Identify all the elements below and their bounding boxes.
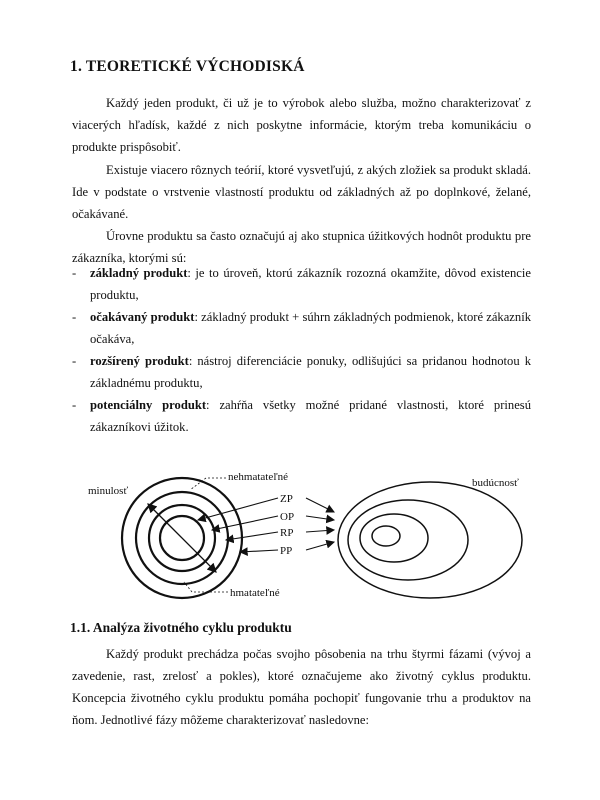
list-item [72,394,531,438]
arrow-to-right-zp [306,498,334,512]
section-title: 1. TEORETICKÉ VÝCHODISKÁ [70,58,305,75]
list-item [72,262,531,306]
arrow-rp [226,532,278,540]
label-op: OP [280,511,295,523]
arrow-op [212,516,278,530]
arrow-to-right-op [306,516,334,520]
list-dash: - [72,310,77,324]
list-item-term: základný produkt [90,266,188,280]
label-tangible: hmatateľné [230,587,280,599]
ellipse-rp [348,500,468,580]
label-intangible: nehmatateľné [228,471,289,483]
arrow-to-right-pp [306,542,334,550]
list-dash: - [72,266,77,280]
product-levels-list [72,262,531,438]
label-rp: RP [280,527,294,539]
list-item [72,306,531,350]
ellipse-zp [372,526,400,546]
list-item-term: potenciálny produkt [90,398,207,412]
list-item-text: : je to úroveň, ktorú zákazník rozozná okamžite, dôvod existencie produktu, [90,266,531,302]
list-item [72,350,531,394]
label-zp: ZP [280,493,293,505]
paragraph-3: Úrovne produktu sa často označujú aj ako stupnica úžitkových hodnôt produktu pre zákazníka, ktorými sú: [72,229,531,265]
ellipse-pp [338,482,522,598]
list-item-text: : nástroj diferenciácie ponuky, odlišujúci sa pridanou hodnotou k základnému produktu, [90,354,531,390]
label-future: budúcnosť [472,477,519,489]
list-dash: - [72,398,77,412]
ellipse-op [360,514,428,562]
product-levels-figure [80,470,530,610]
arrow-pp [240,550,278,552]
paragraph-1: Každý jeden produkt, či už je to výrobok alebo služba, možno charakterizovať z viacerých hľadísk, každé z nich poskytne informácie, ktorým treba komunikáciu o produkte prispôsobiť. [72,96,531,154]
subsection-title: 1.1. Analýza životného cyklu produktu [70,620,292,635]
list-item-text: : základný produkt + súhrn základných podmienok, ktoré zákazník očakáva, [90,310,531,346]
paragraph-4: Každý produkt prechádza počas svojho pôsobenia na trhu štyrmi fázami (vývoj a zavedenie, rast, zrelosť a pokles), ktoré označujeme ako životný cyklus produktu. Koncepcia životného cyklu produktu pomáha pochopiť fungovanie trhu a produktov na ňom. Jednotlivé fázy môžeme charakterizovať nasledovne: [72,647,531,727]
label-past: minulosť [88,485,129,497]
list-item-term: rozšírený produkt [90,354,189,368]
arrow-to-right-rp [306,530,334,532]
label-pp: PP [280,545,293,557]
list-item-text: : zahŕňa všetky možné pridané vlastnosti, ktoré prinesú zákazníkovi úžitok. [90,398,531,434]
list-dash: - [72,354,77,368]
paragraph-2: Existuje viacero rôznych teórií, ktoré vysvetľujú, z akých zložiek sa produkt skladá. Ide v podstate o vrstvenie vlastností produktu od základných až po doplnkové, želané, očakávané. [72,163,531,221]
list-item-term: očakávaný produkt [90,310,195,324]
